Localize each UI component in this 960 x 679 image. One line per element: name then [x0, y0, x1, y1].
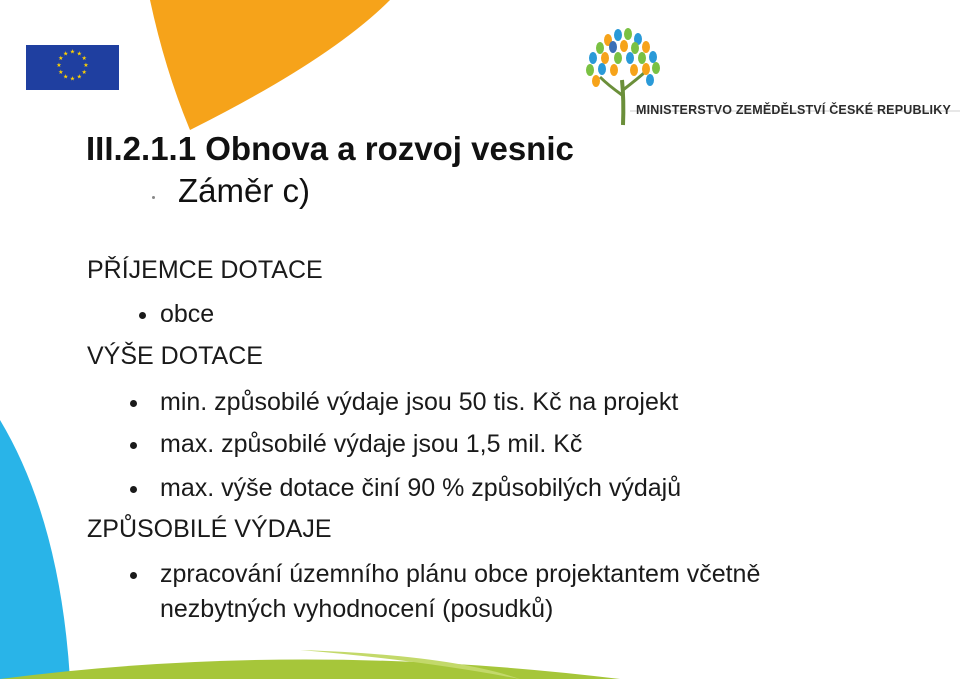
eligible-item-line1: zpracování územního plánu obce projektantem včetně — [160, 560, 761, 588]
bullet-dot — [130, 572, 137, 579]
amount-item-min: min. způsobilé výdaje jsou 50 tis. Kč na projekt — [160, 388, 679, 416]
svg-text:★: ★ — [58, 55, 64, 63]
svg-text:★: ★ — [56, 62, 62, 69]
cyan-swoosh — [0, 420, 70, 679]
svg-text:★: ★ — [63, 50, 69, 58]
svg-text:★: ★ — [76, 50, 82, 58]
slide-title: III.2.1.1 Obnova a rozvoj vesnic — [86, 130, 574, 167]
svg-text:★: ★ — [83, 62, 89, 69]
eligible-item-line2: nezbytných vyhodnocení (posudků) — [160, 595, 554, 623]
svg-text:★: ★ — [69, 48, 76, 56]
svg-text:★: ★ — [69, 75, 76, 83]
bullet-dot — [130, 486, 137, 493]
bullet-dot — [130, 400, 137, 407]
svg-text:★: ★ — [81, 55, 87, 63]
amount-item-max: max. způsobilé výdaje jsou 1,5 mil. Kč — [160, 430, 583, 458]
amount-item-rate: max. výše dotace činí 90 % způsobilých výdajů — [160, 474, 682, 502]
orange-swoosh — [150, 0, 390, 130]
amount-heading: VÝŠE DOTACE — [87, 342, 263, 370]
ministry-name: MINISTERSTVO ZEMĚDĚLSTVÍ ČESKÉ REPUBLIKY — [636, 103, 951, 117]
subtitle-marker — [152, 196, 155, 199]
svg-text:★: ★ — [81, 68, 87, 76]
bullet-dot — [130, 442, 137, 449]
svg-text:★: ★ — [63, 73, 69, 81]
recipient-item: obce — [160, 300, 215, 328]
slide-subtitle: Záměr c) — [178, 172, 310, 209]
svg-text:★: ★ — [58, 68, 64, 76]
svg-text:★: ★ — [76, 73, 82, 81]
recipient-heading: PŘÍJEMCE DOTACE — [87, 256, 323, 284]
eligible-heading: ZPŮSOBILÉ VÝDAJE — [87, 515, 332, 543]
bullet-dot — [139, 312, 146, 319]
green-swoosh — [0, 660, 620, 679]
eu-flag-icon — [26, 45, 119, 90]
